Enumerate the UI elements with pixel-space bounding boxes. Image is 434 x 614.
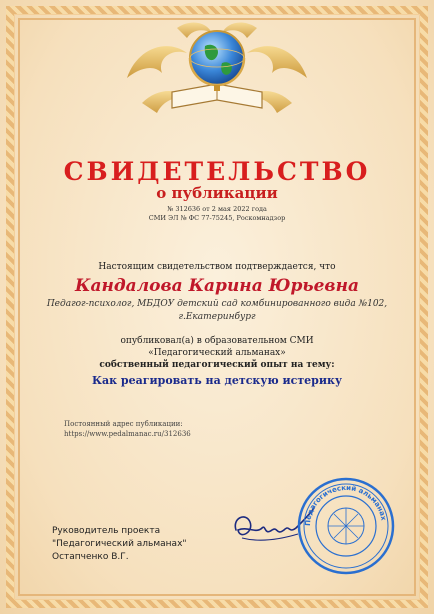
signatory-project: "Педагогический альманах" (52, 539, 187, 549)
published-line-2: «Педагогический альманах» (148, 348, 286, 358)
certificate-number: № 312636 от 2 мая 2022 года (167, 205, 267, 213)
experience-line: собственный педагогический опыт на тему: (99, 360, 335, 370)
person-name: Кандалова Карина Юрьевна (74, 276, 359, 296)
publication-url[interactable]: https://www.pedalmanac.ru/312636 (64, 430, 191, 438)
position-line-2: г.Екатеринбург (178, 312, 256, 322)
signatory-title: Руководитель проекта (52, 526, 161, 536)
media-registration: СМИ ЭЛ № ФС 77-75245, Роскомнадзор (148, 214, 286, 222)
published-line-1: опубликовал(а) в образовательном СМИ (120, 336, 314, 346)
address-label: Постоянный адрес публикации: (64, 420, 183, 428)
publication-topic: Как реагировать на детскую истерику (92, 374, 342, 387)
official-stamp-icon (296, 476, 396, 576)
certificate-subtitle: о публикации (156, 184, 278, 202)
position-line-1: Педагог-психолог, МБДОУ детский сад комбинированного вида №102, (46, 299, 388, 309)
globe-book-emblem-icon (117, 8, 317, 133)
confirmation-text: Настоящим свидетельством подтверждается, что (98, 262, 336, 272)
signatory-name: Остапченко В.Г. (52, 552, 129, 562)
stamp-ring-text: Педагогический альманах (303, 483, 388, 527)
certificate-title: СВИДЕТЕЛЬСТВО (63, 157, 371, 186)
